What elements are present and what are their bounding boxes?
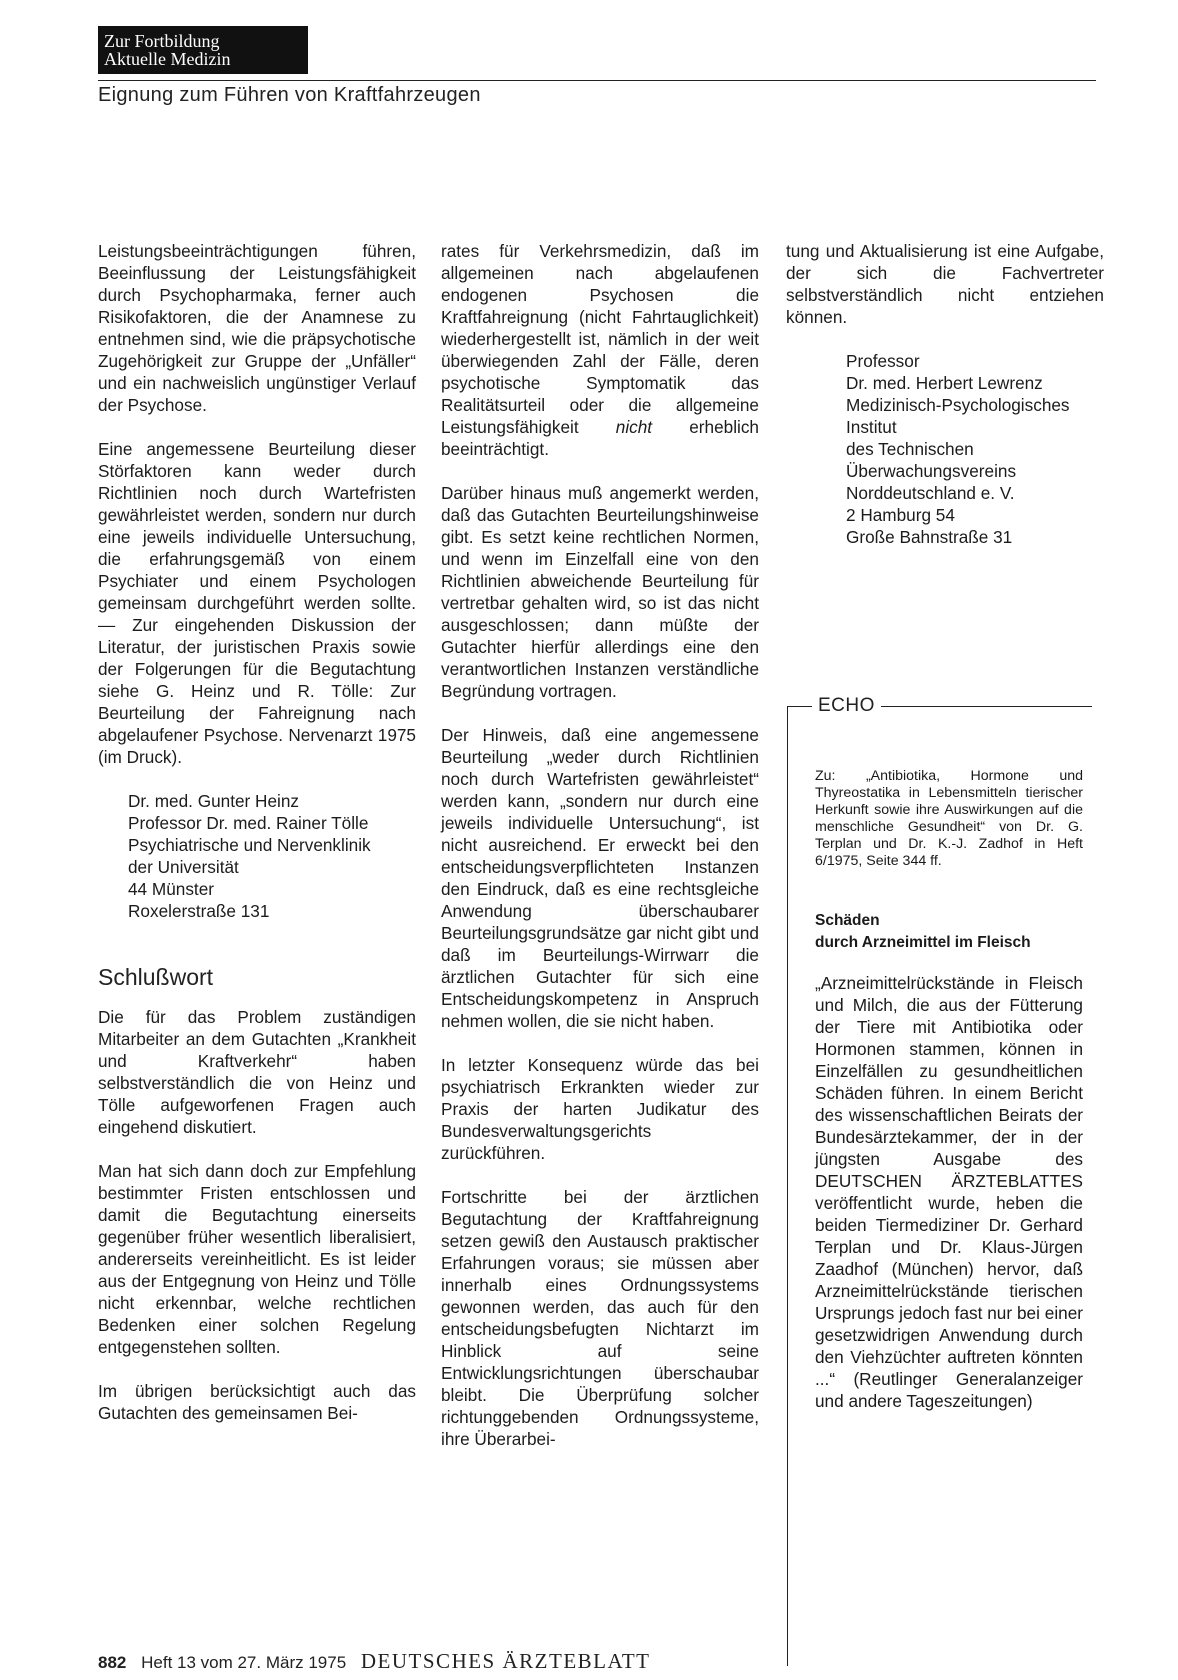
echo-heading-line: Schäden — [815, 912, 880, 929]
column-1 — [98, 240, 416, 1446]
section-title: Schlußwort — [98, 964, 214, 990]
text-run: erheblich beeinträchtigt. — [441, 417, 759, 459]
paragraph: Eine angemessene Beurteilung dieser Störfaktoren kann weder durch Richtlinien noch durch Wartefristen gewährleistet werden, sondern nur durch eine jeweils individuelle Untersuchung, die erfahrungsgemäß von einem Psychiater und einem Psychologen gemeinsam durchgeführt werden sollte. — Zur eingehenden Diskussion der Literatur, der juristischen Praxis sowie der Folgerungen für die Begutachtung siehe G. Heinz und R. Tölle: Zur Beurteilung der Fahreignung nach abgelaufener Psychose. Nervenarzt 1975 (im Druck). — [98, 439, 416, 767]
page-footer — [98, 1649, 650, 1674]
paragraph: Der Hinweis, daß eine angemessene Beurteilung „weder durch Richtlinien noch durch Wartefristen gewährleistet“ werden kann, „sondern nur durch eine jeweils individuelle Untersuchung“, ist nicht ausreichend. Er erweckt bei den entscheidungsverpflichteten Instanzen den Eindruck, daß es eine rechtsgleiche Anwendung überschaubarer Beurteilungsgrundsätze gar nicht gibt und daß im Beurteilungs-Wirrwarr die ärztlichen Gutachter für sich eine Entscheidungskompetenz in Anspruch nehmen wollen, die sie nicht haben. — [441, 725, 759, 1031]
header-rule — [98, 80, 1096, 81]
echo-heading — [815, 910, 1083, 954]
page-number: 882 — [98, 1653, 127, 1672]
echo-heading-line: durch Arzneimittel im Fleisch — [815, 934, 1031, 951]
paragraph: Darüber hinaus muß angemerkt werden, daß das Gutachten Beurteilungshinweise gibt. Es setzt keine rechtlichen Normen, und wenn im Einzelfall eine von den Richtlinien abweichende Beurteilung für vertretbar gehalten wird, so ist das nicht ausgeschlossen; dann müßte der Gutachter hierfür allerdings eine den verantwortlichen Instanzen verständliche Begründung vortragen. — [441, 483, 759, 701]
paragraph: In letzter Konsequenz würde das bei psychiatrisch Erkrankten wieder zur Praxis der harten Judikatur des Bundesverwaltungsgerichts zurückführen. — [441, 1055, 759, 1163]
badge-line-1: Zur Fortbildung — [104, 31, 220, 51]
paragraph: Fortschritte bei der ärztlichen Begutachtung der Kraftfahreignung setzen gewiß den Austausch praktischer Erfahrungen voraus; sie müssen aber innerhalb eines Ordnungssystems gewonnen werden, das auch für den entscheidungsbefugten Nichtarzt im Hinblick auf seine Entwicklungsrichtungen überschaubar bleibt. Die Überprüfung solcher richtunggebenden Ordnungssysteme, ihre Überarbei- — [441, 1187, 759, 1449]
issue-info: Heft 13 vom 27. März 1975 — [141, 1653, 347, 1672]
section-badge — [98, 26, 308, 74]
echo-reference: Zu: „Antibiotika, Hormone und Thyreostatika in Lebensmitteln tierischer Herkunft sowie ihre Auswirkungen auf die menschliche Gesundheit“ von Dr. G. Terplan und Dr. K.-J. Zadhof in Heft 6/1975, Seite 344 ff. — [815, 768, 1083, 869]
paragraph: Im übrigen berücksichtigt auch das Gutachten des gemeinsamen Bei- — [98, 1381, 416, 1423]
author-signature: Dr. med. Gunter Heinz Professor Dr. med. Rainer Tölle Psychiatrische und Nervenklinik der Universität 44 Münster Roxelerstraße 131 — [128, 791, 371, 921]
paragraph: Leistungsbeeinträchtigungen führen, Beeinflussung der Leistungsfähigkeit durch Psychopharmaka, ferner auch Risikofaktoren, die der Anamnese zu entnehmen sind, wie die präpsychotische Zugehörigkeit zur Gruppe der „Unfäller“ und ein nachweislich ungünstiger Verlauf der Psychose. — [98, 241, 416, 415]
page-title: Eignung zum Führen von Kraftfahrzeugen — [98, 84, 481, 106]
paragraph: tung und Aktualisierung ist eine Aufgabe, der sich die Fachvertreter selbstverständlich nicht entziehen können. — [786, 241, 1104, 327]
emphasis: nicht — [615, 417, 653, 437]
paragraph: Man hat sich dann doch zur Empfehlung bestimmter Fristen entschlossen und damit die Begutachtung einerseits gegenüber früher wesentlich liberalisiert, andererseits vereinheitlicht. Es ist leider aus der Entgegnung von Heinz und Tölle nicht erkennbar, welche rechtlichen Bedenken einer solchen Regelung entgegenstehen sollten. — [98, 1161, 416, 1357]
paragraph — [441, 240, 759, 460]
badge-line-2: Aktuelle Medizin — [104, 49, 231, 69]
text-run: rates für Verkehrsmedizin, daß im allgemeinen nach abgelaufenen endogenen Psychosen die Kraftfahreignung (nicht Fahrtauglichkeit) wiederhergestellt ist, nämlich in der weit überwiegenden Zahl der Fälle, deren psychotische Symptomatik das Realitätsurteil oder die allgemeine Leistungsfähigkeit — [441, 241, 759, 437]
column-2 — [441, 240, 759, 1472]
echo-body: „Arzneimittelrückstände in Fleisch und Milch, die aus der Fütterung der Tiere mit Antibiotika oder Hormonen stammen, können in Einzelfällen zu gesundheitlichen Schäden führen. In einem Bericht des wissenschaftlichen Beirats der Bundesärztekammer, der in der jüngsten Ausgabe des DEUTSCHEN ÄRZTEBLATTES veröffentlicht wurde, heben die beiden Tiermediziner Dr. Gerhard Terplan und Dr. Klaus-Jürgen Zaadhof (München) hervor, daß Arzneimittelrückstände tierischen Ursprungs jedoch fast nur bei einer gesetzwidrigen Anwendung durch den Viehzüchter auftreten könnten ...“ (Reutlinger Generalanzeiger und andere Tageszeitungen) — [815, 973, 1083, 1411]
author-signature: Professor Dr. med. Herbert Lewrenz Medizinisch-Psychologisches Institut des Technischen Überwachungsvereins Norddeutschland e. V. 2 Hamburg 54 Große Bahnstraße 31 — [846, 351, 1070, 547]
column-3 — [786, 240, 1104, 548]
echo-content — [815, 768, 1083, 1412]
paragraph: Die für das Problem zuständigen Mitarbeiter an dem Gutachten „Krankheit und Kraftverkehr“ haben selbstverständlich die von Heinz und Tölle aufgeworfenen Fragen auch eingehend diskutiert. — [98, 1007, 416, 1137]
journal-name: DEUTSCHES ÄRZTEBLATT — [360, 1649, 651, 1673]
echo-label: ECHO — [812, 695, 881, 717]
